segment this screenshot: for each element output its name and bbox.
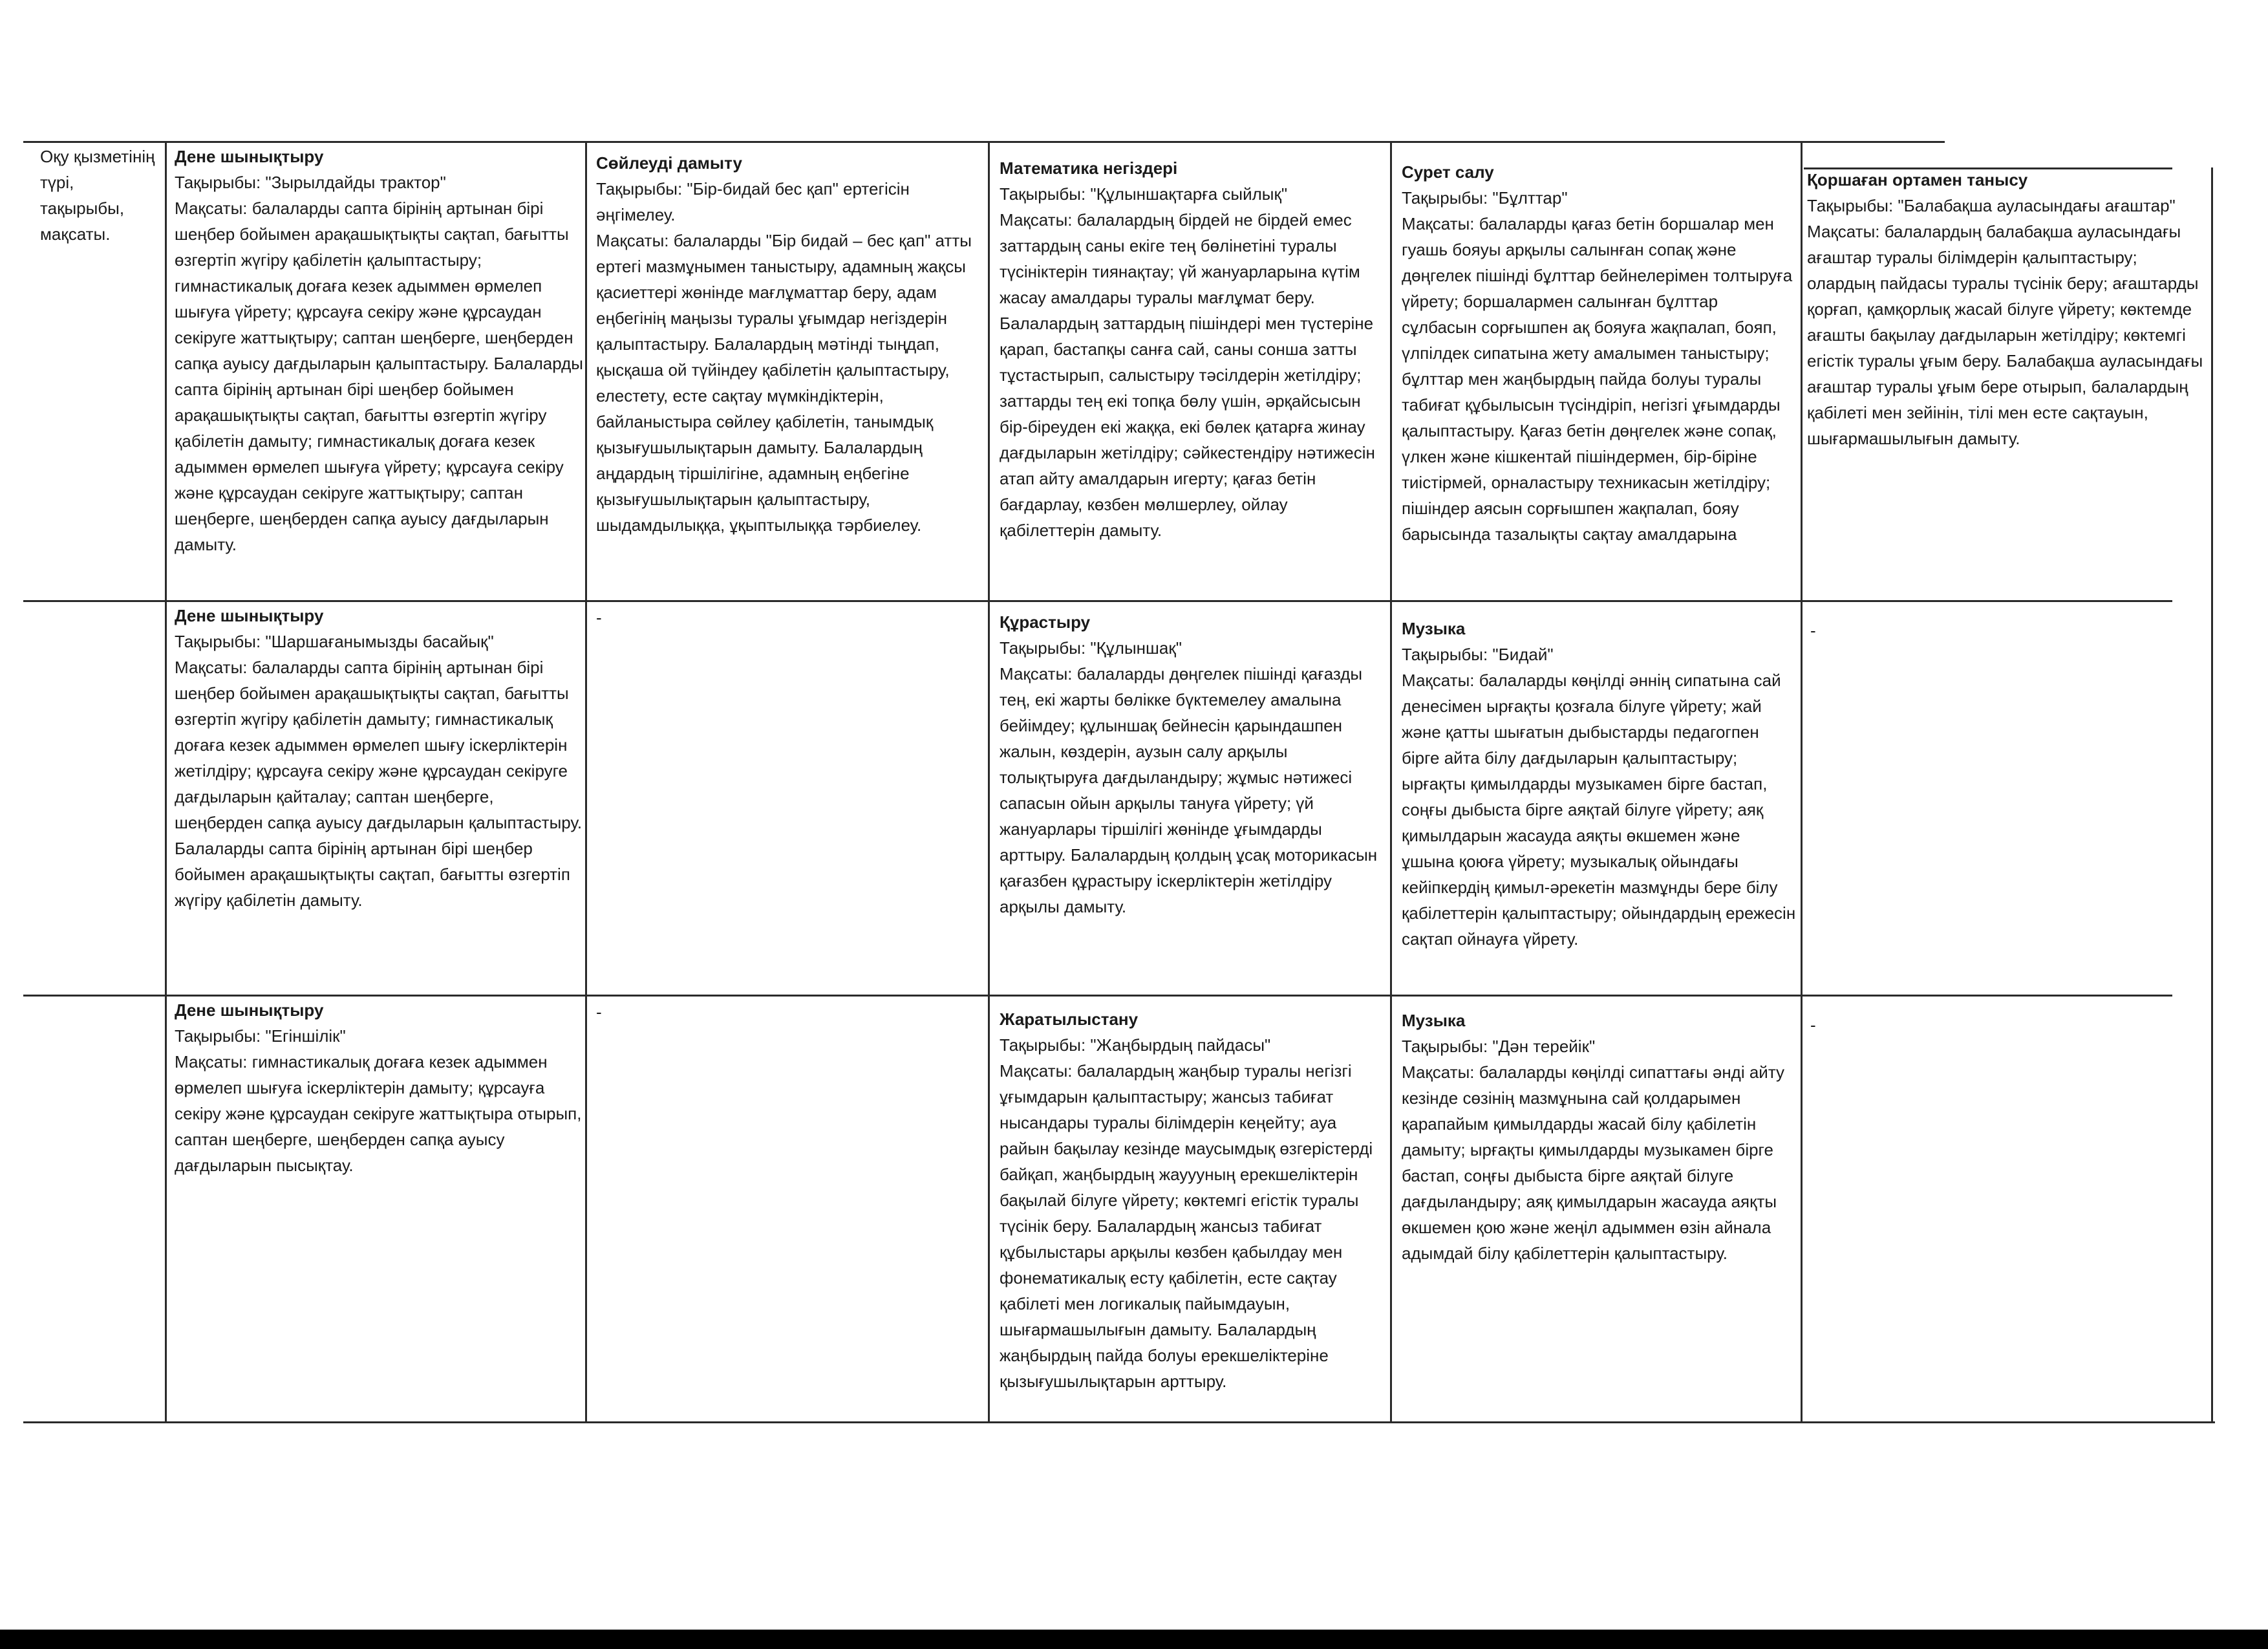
- table-row-divider-2: [23, 995, 2172, 997]
- cell-r3-c1: [175, 997, 583, 1178]
- table-col-border-1: [165, 141, 167, 1423]
- subject-title: Математика негіздері: [1000, 158, 1178, 178]
- subject-title: Сөйлеуді дамыту: [596, 153, 742, 173]
- topic-text: Тақырыбы: "Зырылдайды трактор": [175, 173, 446, 192]
- topic-text: Тақырыбы: "Жаңбырдың пайдасы": [1000, 1035, 1271, 1055]
- table-top-border: [23, 141, 1945, 143]
- topic-text: Тақырыбы: "Бұлттар": [1402, 188, 1568, 208]
- goal-text: Мақсаты: балаларды "Бір бидай – бес қап" атты ертегі мазмұнымен таныстыру, адамның жақсы қасиеттері жөнінде мағлұматтар беру, адам еңбегінің маңызы туралы ұғымдар негіздерін қалыптастыру. Балалардың мәтінді тыңдап, қысқаша ой түйіндеу қабілетін қалыптастыру, елестету, есте сақтау мүмкіндіктерін, байланыстыра сөйлеу қабілетін, танымдық қызығушылықтарын дамыту. Балалардың аңдардың тіршілігіне, адамның еңбегіне қызығушылықтарын қалыптастыру, шыдамдылыққа, ұқыптылыққа тәрбиелеу.: [596, 231, 972, 535]
- table-col-border-5: [1801, 141, 1803, 1423]
- goal-text: Мақсаты: балалардың балабақша ауласындағы ағаштар туралы білімдерін қалыптастыру; олардың пайдасы туралы түсінік беру; ағаштарды қорғап, қамқорлық жасай білуге үйрету; көктемде ағашты бақылау дағдыларын жетілдіру; көктемгі егістік туралы ұғым беру. Балабақша ауласындағы ағаштар туралы ұғым бере отырып, балалардың қабілеті мен зейінін, тілі мен есте сақтауын, шығармашылығын дамыту.: [1807, 222, 2203, 448]
- cell-r2-c4: [1402, 616, 1797, 952]
- goal-text: Мақсаты: балаларды дөңгелек пішінді қағазды тең, екі жарты бөлікке бүктемелеу амалына бейімдеу; құлыншақ бейнесін қарындашпен жалын, көздерін, аузын салу арқылы толықтыруға дағдыландыру; жұмыс нәтижесі сапасын ойын арқылы тануға үйрету; үй жануарлары тіршілігі жөнінде ұғымдарды арттыру. Балалардың қолдың ұсақ моторикасын қағазбен құрастыру іскерліктерін жетілдіру арқылы дамыту.: [1000, 664, 1378, 916]
- topic-text: Тақырыбы: "Бір-бидай бес қап" ертегісін әңгімелеу.: [596, 179, 910, 224]
- subject-title: Сурет салу: [1402, 162, 1494, 182]
- topic-text: Тақырыбы: "Бидай": [1402, 645, 1554, 664]
- topic-text: Тақырыбы: "Дән терейік": [1402, 1037, 1596, 1056]
- topic-text: Тақырыбы: "Балабақша ауласындағы ағаштар": [1807, 196, 2176, 215]
- table-col-border-6: [2211, 167, 2213, 1423]
- goal-text: Мақсаты: балалардың жаңбыр туралы негізгі ұғымдарын қалыптастыру; жансыз табиғат нысандары туралы білімдерін кеңейту; ауа райын бақылау кезінде маусымдық өзгерістерді байқап, жаңбырдың жауууның ерекшеліктерін бақылай білуге үйрету; көктемгі егістік туралы түсінік беру. Балалардың жансыз табиғат құбылыстары арқылы көзбен қабылдау мен фонематикалық есту қабілетін, есте сақтау қабілеті мен логикалық пайымдауын, шығармашылығын дамыту. Балалардың жаңбырдың пайда болуы ерекшеліктеріне қызығушылықтарын арттыру.: [1000, 1061, 1373, 1391]
- goal-text: Мақсаты: балаларды сапта бірінің артынан бірі шеңбер бойымен арақашықтықты сақтап, бағытты өзгертіп жүгіру қабілетін дамыту; гимнастикалық доғаға кезек адыммен өрмелеп шығу іскерліктерін жетілдіру; құрсауға секіру және құрсаудан секіруге дағдыларын қайталау; саптан шеңберге, шеңберден сапқа ауысу дағдыларын қалыптастыру. Балаларды сапта бірінің артынан бірі шеңбер бойымен арақашықтықты сақтап, бағытты өзгертіп жүгіру қабілетін дамыту.: [175, 658, 583, 910]
- row-header-label: Оқу қызметінің түрі, тақырыбы, мақсаты.: [40, 147, 155, 244]
- subject-title: Музыка: [1402, 1011, 1466, 1030]
- topic-text: Тақырыбы: "Егіншілік": [175, 1026, 346, 1046]
- cell-r1-c4: [1402, 159, 1797, 547]
- cell-r1-c1: [175, 144, 583, 557]
- cell-r3-c5-empty: -: [1810, 1015, 1816, 1035]
- scan-bottom-edge: [0, 1630, 2268, 1649]
- subject-title: Қоршаған ортамен танысу: [1807, 170, 2028, 189]
- cell-r1-c5: [1807, 167, 2208, 451]
- goal-text: Мақсаты: балаларды көңілді әннің сипатына сай денесімен ырғақты қозғала білуге үйрету; жай және қатты шығатын дыбыстарды педагогпен бірге айта білу дағдыларын қалыптастыру; ырғақты қимылдарды музыкамен бірге бастап, соңғы дыбыста бірге аяқтай білуге үйрету; аяқ қимылдарын жасауда аяқты өкшемен және ұшына қоюға үйрету; музыкалық ойындағы кейіпкердің қимыл-әрекетін мазмұнды бере білу қабілеттерін қалыптастыру; ойындардың ережесін сақтап ойнауға үйрету.: [1402, 671, 1796, 949]
- subject-title: Дене шынықтыру: [175, 1000, 324, 1020]
- table-bottom-border: [23, 1421, 2215, 1423]
- cell-r1-c3: [1000, 155, 1387, 543]
- topic-text: Тақырыбы: "Құлыншақ": [1000, 638, 1182, 658]
- goal-text: Мақсаты: балаларды көңілді сипаттағы әнді айту кезінде сөзінің мазмұнына сай қолдарымен қарапайым қимылдарды жасай білу қабілетін дамыту; ырғақты қимылдарды музыкамен бірге бастап, соңғы дыбыста бірге аяқтай білуге дағдыландыру; аяқ қимылдарын жасауда аяқты өкшемен қою және жеңіл адыммен өзін айнала адымдай білу қабілеттерін қалыптастыру.: [1402, 1062, 1785, 1263]
- cell-r2-c1: [175, 603, 583, 913]
- table-col-border-4: [1390, 141, 1392, 1423]
- subject-title: Музыка: [1402, 619, 1466, 638]
- cell-r2-c5-empty: -: [1810, 621, 1816, 640]
- goal-text: Мақсаты: балаларды сапта бірінің артынан бірі шеңбер бойымен арақашықтықты сақтап, бағытты өзгертіп жүгіру қабілетін қалыптастыру; гимнастикалық доғаға кезек адыммен өрмелеп шығуға үйрету; құрсауға секіру және құрсаудан секіруге жаттықтыру; саптан шеңберге, шеңберден сапқа ауысу дағдыларын қалыптастыру. Балаларды сапта бірінің артынан бірі шеңбер бойымен арақашықтықты сақтап, бағытты өзгертіп жүгіру қабілетін дамыту; гимнастикалық доғаға кезек адыммен өрмелеп шығуға үйрету; құрсауға секіру және құрсаудан секіруге жаттықтыру; саптан шеңберге, шеңберден сапқа ауысу дағдыларын дамыту.: [175, 199, 583, 554]
- subject-title: Дене шынықтыру: [175, 147, 324, 166]
- table-col-border-2: [585, 141, 587, 1423]
- cell-r3-c4: [1402, 1008, 1797, 1266]
- subject-title: Жаратылыстану: [1000, 1009, 1139, 1029]
- row-header: [40, 144, 160, 247]
- table-col-border-3: [988, 141, 990, 1423]
- goal-text: Мақсаты: гимнастикалық доғаға кезек адыммен өрмелеп шығуға іскерліктерін дамыту; құрсауға секіру және құрсаудан секіруге жаттықтыра отырып, саптан шеңберге, шеңберден сапқа ауысу дағдыларын пысықтау.: [175, 1052, 582, 1175]
- goal-text: Мақсаты: балаларды қағаз бетін боршалар мен гуашь бояуы арқылы салынған сопақ және дөңгелек пішінді бұлттар бейнелерімен толтыруға үйрету; боршалармен салынған бұлттар сұлбасын сорғышпен ақ бояуға жақпалап, бояп, үлпілдек сипатына жету амалымен таныстыру; бұлттар мен жаңбырдың пайда болуы туралы табиғат құбылысын түсіндіріп, негізгі ұғымдарды қалыптастыру. Қағаз бетін дөңгелек және сопақ, үлкен және кішкентай пішіндермен, бір-біріне тиістірмей, орналастыру техникасын жетілдіру; пішіндер аясын сорғышпен жақпалап, бояу барысында тазалықты сақтау амалдарына: [1402, 214, 1793, 544]
- cell-r3-c3: [1000, 1006, 1387, 1394]
- topic-text: Тақырыбы: "Шаршағанымызды басайық": [175, 632, 494, 651]
- cell-r3-c2-empty: -: [596, 1002, 602, 1022]
- goal-text: Мақсаты: балалардың бірдей не бірдей емес заттардың саны екіге тең бөлінетіні туралы түсініктерін тиянақтау; үй жануарларына күтім жасау амалдары туралы мағлұмат беру. Балалардың заттардың пішіндері мен түстеріне қарап, бастапқы санға сай, саны соншa затты тұстастырып, салыстыру тәсілдерін жетілдіру; заттарды тең екі топқа бөлу үшін, әрқайсысын бір-біреуден екі жаққа, екі бөлек қатарға жинау дағдыларын жетілдіру; сәйкестендіру нәтижесін атап айту амалдарын игерту; қағаз бетін бағдарлау, көзбен мөлшерлеу, ойлау қабілеттерін дамыту.: [1000, 210, 1375, 540]
- cell-r1-c2: [596, 150, 984, 538]
- cell-r2-c2-empty: -: [596, 608, 602, 627]
- topic-text: Тақырыбы: "Құлыншақтарға сыйлық": [1000, 184, 1288, 204]
- table-row-divider-1: [23, 600, 2172, 602]
- subject-title: Құрастыру: [1000, 612, 1091, 632]
- cell-r2-c3: [1000, 609, 1387, 920]
- subject-title: Дене шынықтыру: [175, 606, 324, 625]
